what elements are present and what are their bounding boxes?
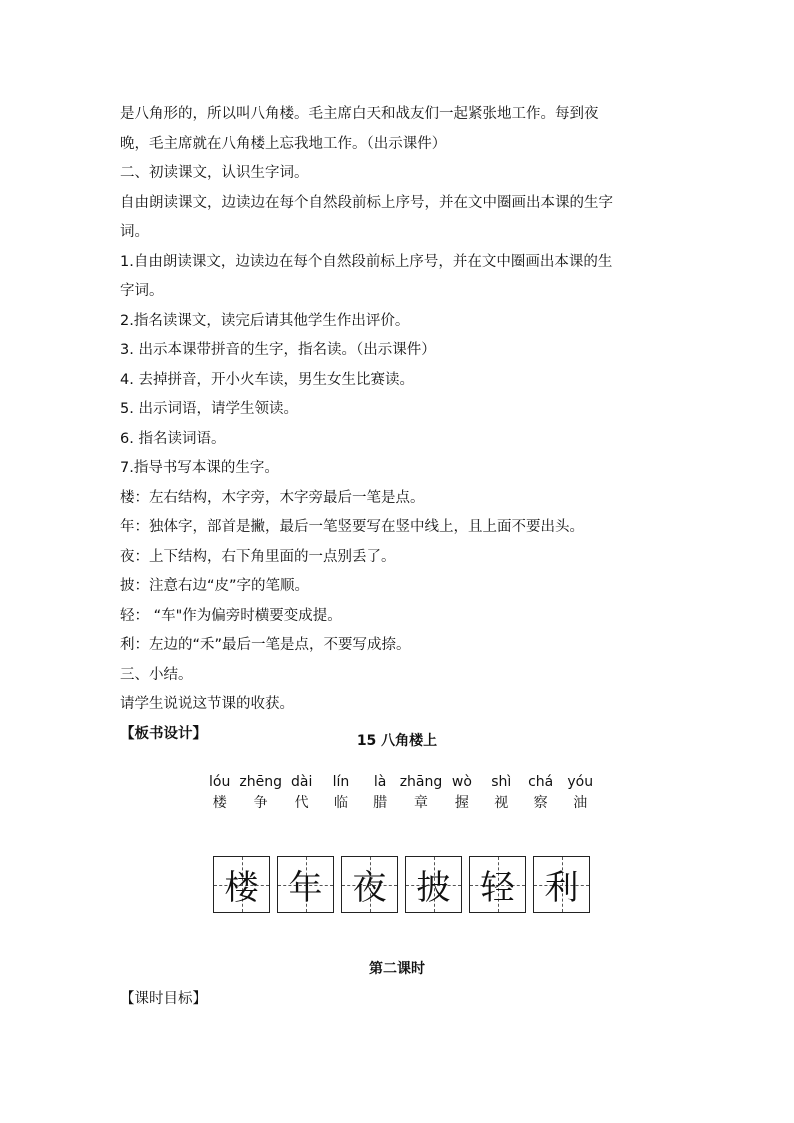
grid-character: 轻 xyxy=(480,868,515,908)
body-line: 二、初读课文，认识生字词。 xyxy=(120,165,309,181)
body-line: 夜：上下结构，右下角里面的一点别丢了。 xyxy=(120,548,396,565)
tianzige-grid-row xyxy=(213,856,590,913)
hanzi: 临 xyxy=(333,795,348,811)
body-line: 4. 去掉拼音，开小火车读，男生女生比赛读。 xyxy=(120,371,414,388)
hanzi-row xyxy=(200,792,600,814)
tianzige-cell xyxy=(341,856,398,913)
pinyin: zhēng xyxy=(239,774,282,790)
body-line: 年：独体字，部首是撇，最后一笔竖要写在竖中线上，且上面不要出头。 xyxy=(120,519,584,535)
body-line: 7.指导书写本课的生字。 xyxy=(120,460,279,476)
hanzi: 油 xyxy=(573,795,588,811)
pinyin: dài xyxy=(290,774,313,790)
hanzi: 争 xyxy=(253,795,268,811)
body-line: 楼：左右结构，木字旁，木字旁最后一笔是点。 xyxy=(120,489,425,506)
body-line: 1.自由朗读课文，边读边在每个自然段前标上序号，并在文中圈画出本课的生 xyxy=(120,253,613,270)
pinyin-vocab-table xyxy=(200,772,600,814)
second-lesson-title: 第二课时 xyxy=(369,961,425,977)
body-line: 请学生说说这节课的收获。 xyxy=(120,696,294,712)
body-line: 是八角形的，所以叫八角楼。毛主席白天和战友们一起紧张地工作。每到夜 xyxy=(120,106,599,122)
body-line: 2.指名读课文，读完后请其他学生作出评价。 xyxy=(120,312,410,329)
body-line: 5. 出示词语，请学生领读。 xyxy=(120,401,298,417)
hanzi: 代 xyxy=(294,795,309,811)
grid-character: 夜 xyxy=(352,868,387,908)
body-line: 三、小结。 xyxy=(120,666,193,683)
hanzi: 腊 xyxy=(373,795,388,811)
tianzige-cell xyxy=(405,856,462,913)
body-line: 6. 指名读词语。 xyxy=(120,430,226,447)
tianzige-cell xyxy=(469,856,526,913)
body-line: 利：左边的“禾”最后一笔是点，不要写成捺。 xyxy=(120,637,411,653)
pinyin: chá xyxy=(528,774,554,790)
grid-character: 楼 xyxy=(224,868,259,908)
lesson-title: 15 八角楼上 xyxy=(356,733,438,749)
pinyin: lín xyxy=(332,774,350,790)
pinyin: wò xyxy=(451,774,472,790)
body-line: 自由朗读课文，边读边在每个自然段前标上序号，并在文中圈画出本课的生字 xyxy=(120,194,613,211)
hanzi: 章 xyxy=(413,795,428,811)
hanzi: 楼 xyxy=(212,795,227,811)
lesson-goal-heading: 【课时目标】 xyxy=(120,991,207,1007)
body-line: 3. 出示本课带拼音的生字，指名读。（出示课件） xyxy=(120,342,436,358)
grid-character: 披 xyxy=(416,868,451,908)
hanzi: 察 xyxy=(533,795,548,811)
pinyin: là xyxy=(373,774,387,790)
tianzige-cell xyxy=(533,856,590,913)
pinyin: zhāng xyxy=(399,774,443,790)
body-line: 词。 xyxy=(120,224,149,240)
body-line: 轻： “车"作为偏旁时横要变成提。 xyxy=(120,607,342,624)
body-line: 字词。 xyxy=(120,283,164,299)
board-design-heading: 【板书设计】 xyxy=(120,725,207,742)
grid-character: 年 xyxy=(288,868,323,908)
pinyin: lóu xyxy=(209,774,231,790)
pinyin-row xyxy=(200,772,600,792)
body-line: 披：注意右边“皮”字的笔顺。 xyxy=(120,578,310,594)
hanzi: 握 xyxy=(454,795,469,811)
hanzi: 视 xyxy=(494,795,509,811)
lesson-body-text xyxy=(120,100,680,749)
grid-character: 利 xyxy=(544,868,579,908)
body-line: 晚，毛主席就在八角楼上忘我地工作。（出示课件） xyxy=(120,135,447,152)
pinyin: shì xyxy=(491,774,512,790)
tianzige-cell xyxy=(277,856,334,913)
pinyin: yóu xyxy=(567,774,594,790)
tianzige-cell xyxy=(213,856,270,913)
